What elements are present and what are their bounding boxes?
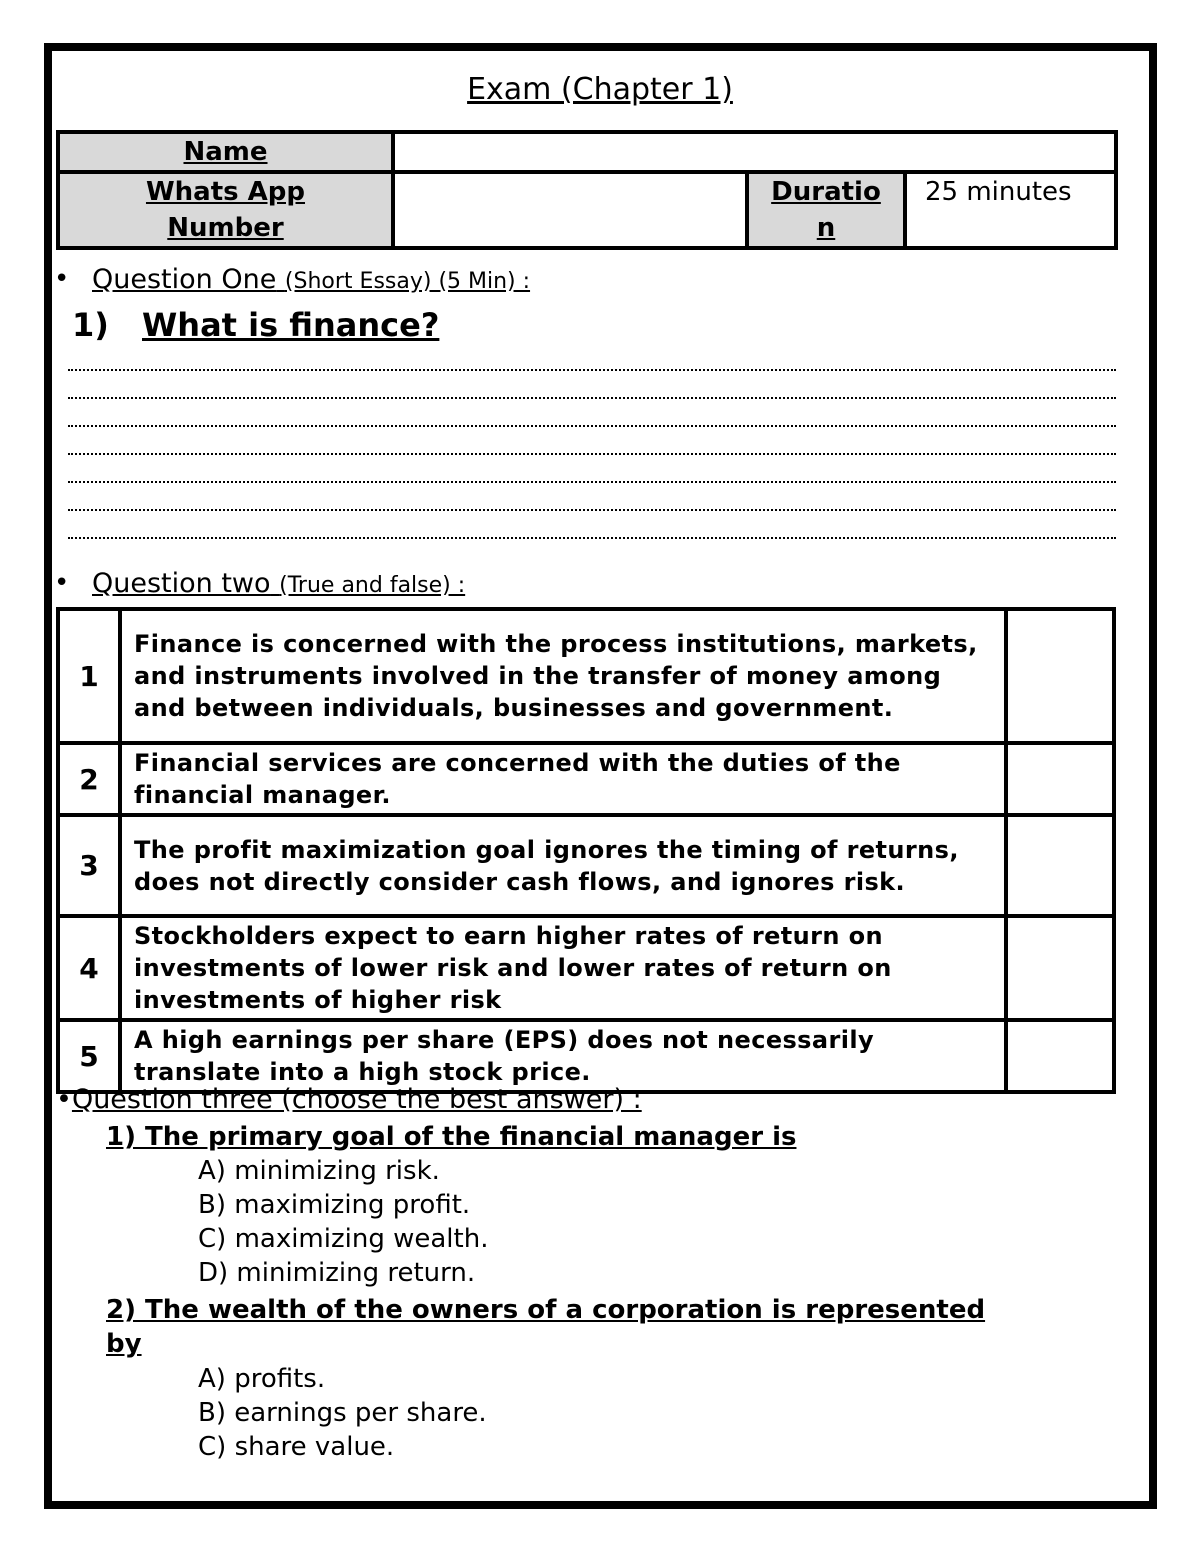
mcq-question-2-line1: 2) The wealth of the owners of a corporation is represented <box>106 1295 986 1325</box>
name-field[interactable] <box>393 132 1116 172</box>
duration-label-cell <box>747 172 905 248</box>
q2-heading <box>92 568 465 599</box>
q2-bullet: • <box>54 568 70 598</box>
answer-cell[interactable] <box>1006 815 1114 916</box>
mcq1-option-c[interactable]: C) maximizing wealth. <box>198 1224 489 1254</box>
name-label-cell <box>58 132 393 172</box>
phone-label-line1: Whats App <box>145 177 306 207</box>
q1-bullet: • <box>54 264 70 294</box>
answer-line[interactable] <box>68 481 1116 483</box>
statement: A high earnings per share (EPS) does not necessarily translate into a high stock price. <box>120 1020 1006 1092</box>
duration-label-line1: Duratio <box>771 177 881 207</box>
answer-cell[interactable] <box>1006 609 1114 743</box>
mcq1-option-d[interactable]: D) minimizing return. <box>198 1258 476 1288</box>
q1-number: 1) <box>72 306 109 344</box>
answer-line[interactable] <box>68 369 1116 371</box>
q1-question: What is finance? <box>142 306 440 344</box>
mcq2-option-b[interactable]: B) earnings per share. <box>198 1398 487 1428</box>
table-row <box>58 1020 1114 1092</box>
q3-heading: Question three (choose the best answer) : <box>71 1084 642 1115</box>
true-false-table <box>56 607 1116 1094</box>
student-info-table <box>56 130 1118 250</box>
q3-bullet: • <box>56 1084 72 1115</box>
phone-label-cell <box>58 172 393 248</box>
table-row <box>58 916 1114 1020</box>
mcq1-option-b[interactable]: B) maximizing profit. <box>198 1190 471 1220</box>
row-number: 2 <box>58 743 120 815</box>
q2-heading-note: (True and false) : <box>279 573 466 598</box>
row-number: 5 <box>58 1020 120 1092</box>
statement: The profit maximization goal ignores the timing of returns, does not directly consider cash flows, and ignores risk. <box>120 815 1006 916</box>
answer-cell[interactable] <box>1006 1020 1114 1092</box>
table-row <box>58 609 1114 743</box>
mcq-question-2-line2: by <box>106 1329 142 1359</box>
q1-heading <box>92 264 530 295</box>
table-row <box>58 815 1114 916</box>
q1-heading-note: (Short Essay) (5 Min) : <box>284 269 531 294</box>
statement: Stockholders expect to earn higher rates of return on investments of lower risk and lower rates of return on investments of higher risk <box>120 916 1006 1020</box>
answer-line[interactable] <box>68 509 1116 511</box>
mcq2-option-c[interactable]: C) share value. <box>198 1432 395 1462</box>
answer-line[interactable] <box>68 537 1116 539</box>
duration-value: 25 minutes <box>905 172 1116 248</box>
q3-heading-row <box>56 1084 642 1115</box>
statement: Finance is concerned with the process institutions, markets, and instruments involved in the transfer of money among and between individuals, businesses and government. <box>120 609 1006 743</box>
phone-label-line2: Number <box>167 213 284 243</box>
mcq2-option-a[interactable]: A) profits. <box>198 1364 326 1394</box>
row-number: 3 <box>58 815 120 916</box>
answer-line[interactable] <box>68 397 1116 399</box>
mcq-question-1: 1) The primary goal of the financial manager is <box>106 1122 797 1152</box>
answer-cell[interactable] <box>1006 743 1114 815</box>
answer-cell[interactable] <box>1006 916 1114 1020</box>
name-label: Name <box>183 137 268 167</box>
q1-heading-title: Question One <box>92 264 277 295</box>
row-number: 4 <box>58 916 120 1020</box>
answer-line[interactable] <box>68 453 1116 455</box>
phone-field[interactable] <box>393 172 747 248</box>
exam-title: Exam (Chapter 1) <box>467 72 733 107</box>
statement: Financial services are concerned with the duties of the financial manager. <box>120 743 1006 815</box>
duration-label-line2: n <box>816 213 836 243</box>
mcq1-option-a[interactable]: A) minimizing risk. <box>198 1156 440 1186</box>
answer-line[interactable] <box>68 425 1116 427</box>
row-number: 1 <box>58 609 120 743</box>
q2-heading-title: Question two <box>92 568 271 599</box>
table-row <box>58 743 1114 815</box>
